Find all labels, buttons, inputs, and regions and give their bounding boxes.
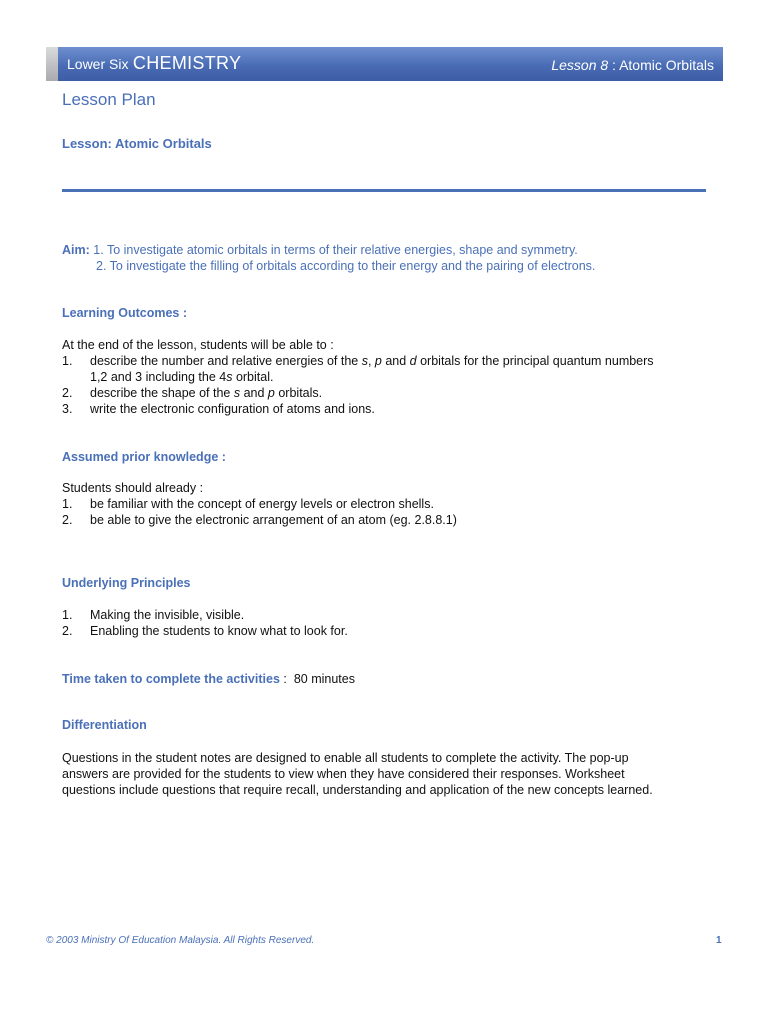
learning-outcomes-intro: At the end of the lesson, students will be able to : — [62, 338, 334, 352]
aim-line-1 — [62, 242, 578, 258]
prior-knowledge-intro: Students should already : — [62, 481, 204, 495]
differentiation-line: Questions in the student notes are designed to enable all students to complete the activity. The pop-up — [62, 751, 629, 765]
aim-label: Aim: — [62, 243, 90, 257]
differentiation-line: answers are provided for the students to view when they have considered their responses. Worksheet — [62, 767, 625, 781]
course-title — [67, 53, 241, 74]
lesson-topic: Atomic Orbitals — [619, 57, 714, 73]
differentiation-line: questions include questions that require recall, understanding and application of the new concepts learned. — [62, 783, 653, 797]
principles-heading: Underlying Principles — [62, 576, 191, 590]
prior-knowledge-item: 2. be able to give the electronic arrangement of an atom (eg. 2.8.8.1) — [62, 513, 457, 527]
learning-outcome-2: 2. describe the shape of the s and p orbitals. — [62, 386, 323, 400]
aim-item-2: 2. To investigate the filling of orbitals according to their energy and the pairing of electrons. — [96, 259, 596, 273]
time-taken-label: Time taken to complete the activities — [62, 672, 280, 686]
lesson-number: Lesson 8 — [551, 57, 609, 73]
lesson-name: Lesson: Atomic Orbitals — [62, 136, 212, 151]
prior-knowledge-heading: Assumed prior knowledge : — [62, 450, 226, 464]
principle-item: 1. Making the invisible, visible. — [62, 608, 245, 622]
header-tab-decoration — [46, 47, 58, 81]
learning-outcome-3: 3. write the electronic configuration of atoms and ions. — [62, 402, 375, 416]
aim-item-1: 1. To investigate atomic orbitals in terms of their relative energies, shape and symmetry. — [93, 243, 578, 257]
course-subject: CHEMISTRY — [132, 53, 242, 73]
lesson-separator: : — [608, 57, 620, 73]
time-taken: Time taken to complete the activities : 80 minutes — [62, 672, 355, 686]
principle-item: 2. Enabling the students to know what to look for. — [62, 624, 348, 638]
course-prefix: Lower Six — [67, 56, 129, 72]
prior-knowledge-item: 1. be familiar with the concept of energy levels or electron shells. — [62, 497, 434, 511]
page-title: Lesson Plan — [62, 90, 156, 109]
lesson-header — [551, 57, 714, 73]
page-number: 1 — [716, 935, 722, 946]
learning-outcome-1: 1. describe the number and relative energies of the s, p and d orbitals for the principal quantum numbers — [62, 354, 654, 368]
divider — [62, 189, 706, 192]
footer-copyright: © 2003 Ministry Of Education Malaysia. All Rights Reserved. — [46, 935, 315, 946]
time-taken-value: 80 minutes — [293, 672, 355, 686]
learning-outcomes-heading: Learning Outcomes : — [62, 306, 188, 320]
learning-outcome-1-continued: 1,2 and 3 including the 4s orbital. — [90, 370, 274, 384]
differentiation-heading: Differentiation — [62, 718, 147, 732]
